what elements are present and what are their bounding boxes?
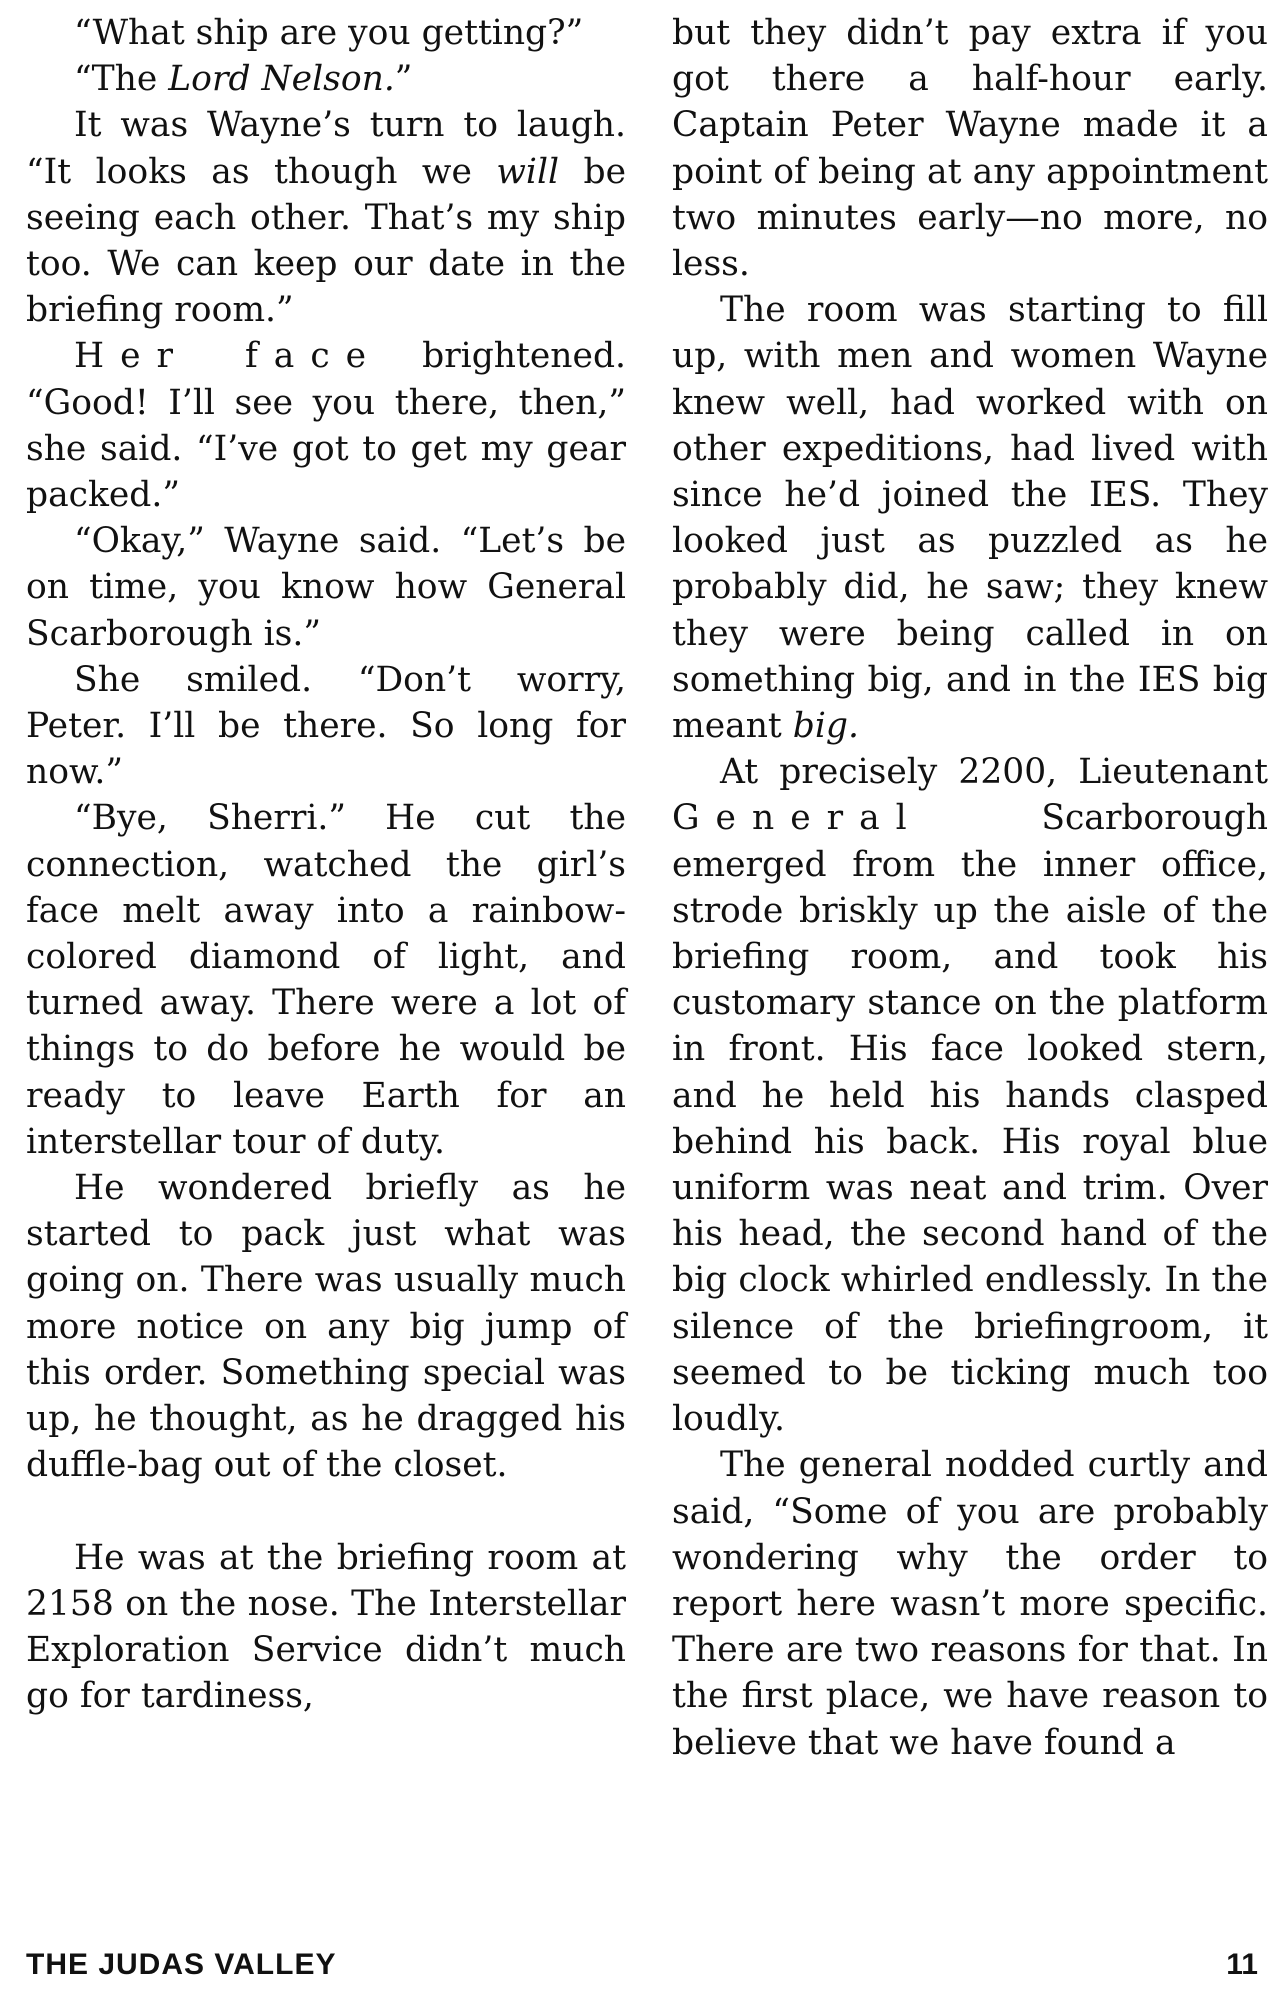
text-run: Scarborough emerged from the inner office, strode briskly up the aisle of the briefing room, and took his customary stance on the platform in front. His face looked stern, and he held his hands clasped behind his back. His royal blue uniform was neat and trim. Over his head, the second hand of the big clock whirled endlessly. In the silence of the briefingroom, it seemed to be ticking much too loudly. (672, 798, 1268, 1440)
paragraph: He was at the briefing room at 2158 on the nose. The Interstellar Exploration Service didn’t much go for tardiness, (26, 1537, 626, 1717)
left-column (26, 10, 626, 1719)
text-run: It was Wayne’s turn to laugh. “It looks as though we (26, 105, 626, 192)
paragraph: “What ship are you getting?” (74, 13, 584, 53)
paragraph (26, 56, 626, 102)
running-title: THE JUDAS VALLEY (26, 1948, 337, 1981)
right-column (672, 10, 1268, 1766)
text-run: brightened. “Good! I’ll see you there, then,” she said. “I’ve got to get my gear packed.” (26, 336, 626, 516)
paragraph: but they didn’t pay extra if you got there a half-hour early. Captain Peter Wayne made it a point of being at any appointment two minutes early—no more, no less. (672, 13, 1268, 285)
text-run: The room was starting to fill up, with men and women Wayne knew well, had worked with on other expeditions, had lived with since he’d joined the IES. They looked just as puzzled as he probably did, he saw; they knew they were being called in on something big, and in the IES big meant (672, 290, 1268, 747)
text-run: “The (74, 59, 169, 100)
text-run: At precisely 2200, Lieutenant (720, 752, 1268, 793)
page-footer (26, 1948, 1258, 1988)
ship-name: Lord Nelson. (168, 59, 395, 100)
page-number: 11 (1226, 1948, 1258, 1981)
text-run: be seeing each other. That’s my ship too. We can keep our date in the briefing room.” (26, 151, 627, 331)
paragraph: “Bye, Sherri.” He cut the connection, watched the girl’s face melt away into a rainbow-colored diamond of light, and turned away. There were a lot of things to do before he would be ready to leave Earth for an interstellar tour of duty. (26, 798, 626, 1162)
text-run: ” (394, 59, 413, 100)
paragraph (26, 102, 626, 333)
spaced-text: General (672, 798, 923, 839)
spaced-text: Her face (74, 336, 383, 377)
paragraph: She smiled. “Don’t worry, Peter. I’ll be there. So long for now.” (26, 659, 626, 793)
emphasis: will (496, 151, 560, 192)
emphasis: big. (792, 706, 859, 747)
paragraph: “Okay,” Wayne said. “Let’s be on time, you know how General Scarborough is.” (26, 521, 626, 654)
paragraph: The general nodded curtly and said, “Some of you are probably wondering why the order to report here wasn’t more specific. There are two reasons for that. In the first place, we have reason to believe that we have found a (672, 1445, 1268, 1763)
paragraph (672, 287, 1268, 749)
paragraph (672, 749, 1268, 1442)
paragraph: He wondered briefly as he started to pack just what was going on. There was usually much more notice on any big jump of this order. Something special was up, he thought, as he dragged his duffle-bag out of the closet. (26, 1168, 626, 1486)
paragraph (26, 333, 626, 518)
